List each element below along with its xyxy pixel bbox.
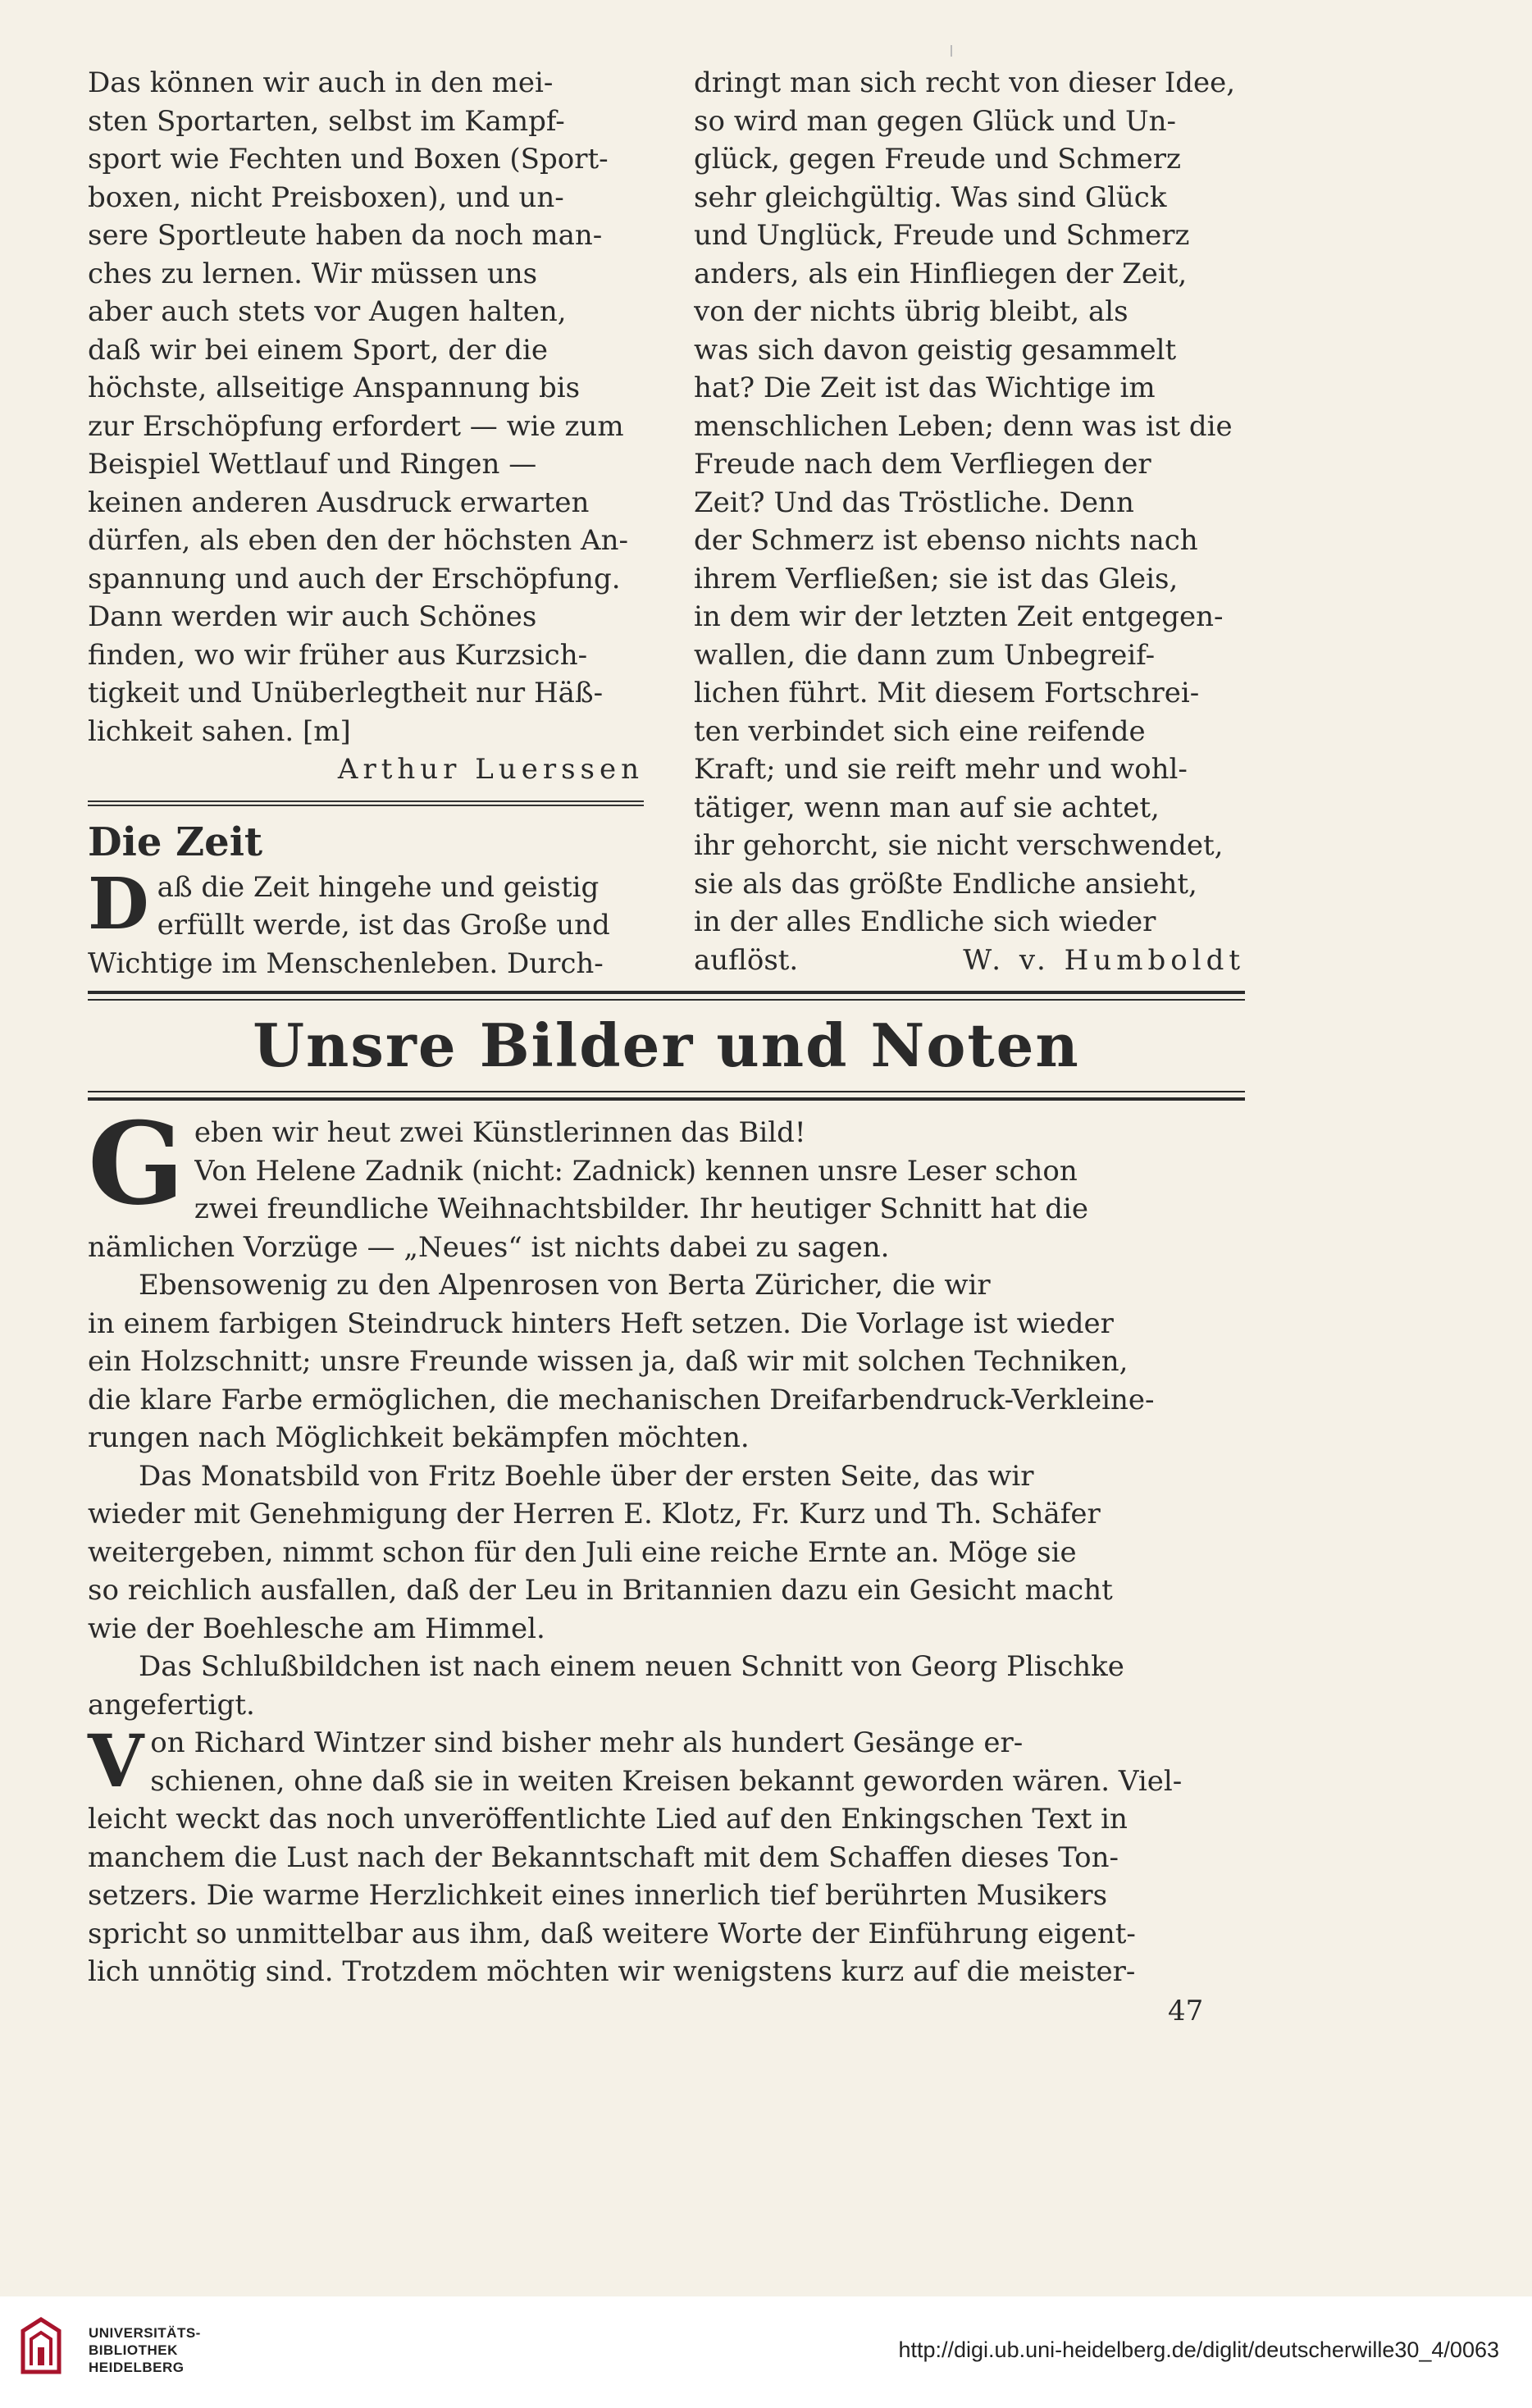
text-line: sere Sportleute haben da noch man- (88, 219, 603, 252)
text-line: so wird man gegen Glück und Un- (694, 104, 1177, 138)
text-line: anders, als ein Hinfliegen der Zeit, (694, 257, 1188, 290)
text-line: lichkeit sahen. [m] (88, 714, 351, 748)
heading-rule (88, 1091, 1245, 1092)
text-line: spricht so unmittelbar aus ihm, daß weitere Worte der Einführung eigent- (88, 1917, 1136, 1950)
text-line: Das Schlußbildchen ist nach einem neuen Schnitt von Georg Plischke (139, 1650, 1124, 1683)
text-line: wallen, die dann zum Unbegreif- (694, 638, 1156, 672)
text-line: aß die Zeit hingehe und geistig (157, 870, 600, 904)
text-line: ihrem Verfließen; sie ist das Gleis, (694, 562, 1179, 595)
page-number: 47 (1168, 1995, 1204, 2027)
text-line: aber auch stets vor Augen halten, (88, 295, 567, 328)
right-last-words: auflöst. (694, 943, 799, 977)
text-line: manchem die Lust nach der Bekanntschaft mit dem Schaffen dieses Ton- (88, 1840, 1119, 1874)
text-line: was sich davon geistig gesammelt (694, 333, 1177, 367)
text-line: finden, wo wir früher aus Kurzsich- (88, 638, 588, 672)
heading-rule (88, 1097, 1245, 1101)
right-last-line (694, 942, 1245, 980)
scan-mark (951, 45, 952, 57)
text-line: und Unglück, Freude und Schmerz (694, 219, 1190, 252)
text-line: zur Erschöpfung erfordert — wie zum (88, 409, 624, 443)
text-line: on Richard Wintzer sind bisher mehr als hundert Gesänge er- (150, 1726, 1024, 1759)
text-line: menschlichen Leben; denn was ist die (694, 409, 1233, 443)
text-line: erfüllt werde, ist das Große und (157, 909, 610, 942)
text-line: glück, gegen Freude und Schmerz (694, 143, 1181, 176)
text-line: Zeit? Und das Tröstliche. Denn (694, 486, 1134, 519)
text-line: Dann werden wir auch Schönes (88, 600, 537, 633)
text-line: zwei freundliche Weihnachtsbilder. Ihr heutiger Schnitt hat die (194, 1193, 1088, 1225)
footer-bar (0, 2296, 1532, 2408)
text-line: Freude nach dem Verfliegen der (694, 448, 1151, 481)
dropcap-d: D (88, 862, 149, 946)
signature-luerssen: Arthur Luerssen (337, 753, 644, 786)
text-line: weitergeben, nimmt schon für den Juli eine reiche Ernte an. Möge sie (88, 1535, 1077, 1569)
text-line: so reichlich ausfallen, daß der Leu in Britannien dazu ein Gesicht macht (88, 1574, 1113, 1607)
text-line: wieder mit Genehmigung der Herren E. Klotz, Fr. Kurz und Th. Schäfer (88, 1498, 1101, 1530)
text-line: ihr gehorcht, sie nicht verschwendet, (694, 829, 1224, 862)
heading-block (88, 991, 1245, 1101)
text-line: sehr gleichgültig. Was sind Glück (694, 180, 1167, 214)
text-line: dürfen, als eben den der höchsten An- (88, 524, 628, 557)
text-line: dringt man sich recht von dieser Idee, (694, 66, 1236, 99)
section-title-die-zeit: Die Zeit (88, 819, 263, 865)
text-line: wie der Boehlesche am Himmel. (88, 1612, 545, 1645)
text-line: tigkeit und Unüberlegtheit nur Häß- (88, 677, 604, 709)
page-heading: Unsre Bilder und Noten (253, 1010, 1080, 1080)
dropcap-v: V (88, 1718, 144, 1804)
text-line: sten Sportarten, selbst im Kampf- (88, 104, 565, 138)
text-line: schienen, ohne daß sie in weiten Kreisen bekannt geworden wären. Viel- (150, 1764, 1183, 1798)
text-line: spannung und auch der Erschöpfung. (88, 562, 621, 595)
text-line: keinen anderen Ausdruck erwarten (88, 486, 590, 519)
text-line: Kraft; und sie reift mehr und wohl- (694, 753, 1188, 786)
heading-rule (88, 991, 1245, 994)
text-line: hat? Die Zeit ist das Wichtige im (694, 372, 1156, 404)
text-line: von der nichts übrig bleibt, als (694, 295, 1128, 328)
left-column (88, 64, 644, 983)
text-line: Von Helene Zadnik (nicht: Zadnick) kennen unsre Leser schon (194, 1154, 1078, 1188)
text-line: in einem farbigen Steindruck hinters Heft setzen. Die Vorlage ist wieder (88, 1307, 1114, 1340)
text-line: rungen nach Möglichkeit bekämpfen möchten. (88, 1421, 750, 1454)
text-line: eben wir heut zwei Künstlerinnen das Bild! (194, 1116, 806, 1149)
text-line: ein Holzschnitt; unsre Freunde wissen ja, daß wir mit solchen Techniken, (88, 1345, 1128, 1378)
text-line: boxen, nicht Preisboxen), und un- (88, 180, 564, 214)
text-line: die klare Farbe ermöglichen, die mechanischen Dreifarbendruck-Verkleine- (88, 1383, 1155, 1416)
institution-name: UNIVERSITÄTS- BIBLIOTHEK HEIDELBERG (89, 2325, 201, 2375)
text-line: höchste, allseitige Anspannung bis (88, 372, 581, 404)
text-line: Wichtige im Menschenleben. Durch- (88, 946, 604, 980)
left-column-text (88, 64, 644, 750)
right-column (694, 64, 1245, 979)
text-line: lich unnötig sind. Trotzdem möchten wir wenigstens kurz auf die meister- (88, 1955, 1136, 1988)
signature-humboldt: W. v. Humboldt (963, 943, 1245, 977)
right-column-text (694, 64, 1245, 942)
source-url[interactable]: http://digi.ub.uni-heidelberg.de/diglit/deutscherwille30_4/0063 (898, 2337, 1499, 2362)
text-line: nämlichen Vorzüge — „Neues“ ist nichts dabei zu sagen. (88, 1230, 890, 1264)
text-line: tätiger, wenn man auf sie achtet, (694, 791, 1160, 824)
text-line: in der alles Endliche sich wieder (694, 905, 1156, 938)
text-line: Das können wir auch in den mei- (88, 66, 554, 99)
paragraph-2 (88, 1266, 1245, 1457)
text-line: leicht weckt das noch unveröffentlichte Lied auf den Enkingschen Text in (88, 1803, 1128, 1836)
paragraph-1 (88, 1097, 1245, 1266)
text-line: daß wir bei einem Sport, der die (88, 333, 548, 367)
text-line: ten verbindet sich eine reifende (694, 714, 1146, 748)
article-body (88, 1097, 1245, 1991)
text-line: lichen führt. Mit diesem Fortschrei- (694, 677, 1200, 709)
paragraph-5 (88, 1718, 1245, 1991)
text-line: Das Monatsbild von Fritz Boehle über der ersten Seite, das wir (139, 1459, 1034, 1493)
dropcap-g: G (88, 1097, 185, 1230)
text-line: in dem wir der letzten Zeit entgegen- (694, 600, 1224, 633)
text-line: Beispiel Wettlauf und Ringen — (88, 448, 537, 481)
text-line: sie als das größte Endliche ansieht, (694, 867, 1197, 901)
die-zeit-paragraph (88, 862, 644, 983)
text-line: setzers. Die warme Herzlichkeit eines innerlich tief berührten Musikers (88, 1879, 1108, 1912)
text-line: der Schmerz ist ebenso nichts nach (694, 524, 1198, 557)
text-line: ches zu lernen. Wir müssen uns (88, 257, 538, 290)
ub-heidelberg-logo-icon (16, 2315, 66, 2378)
text-line: Ebensowenig zu den Alpenrosen von Berta Züricher, die wir (139, 1269, 991, 1302)
paragraph-4 (88, 1648, 1245, 1724)
section-divider (88, 800, 644, 806)
text-line: sport wie Fechten und Boxen (Sport- (88, 143, 609, 176)
text-line: angefertigt. (88, 1688, 255, 1722)
paragraph-3 (88, 1457, 1245, 1649)
